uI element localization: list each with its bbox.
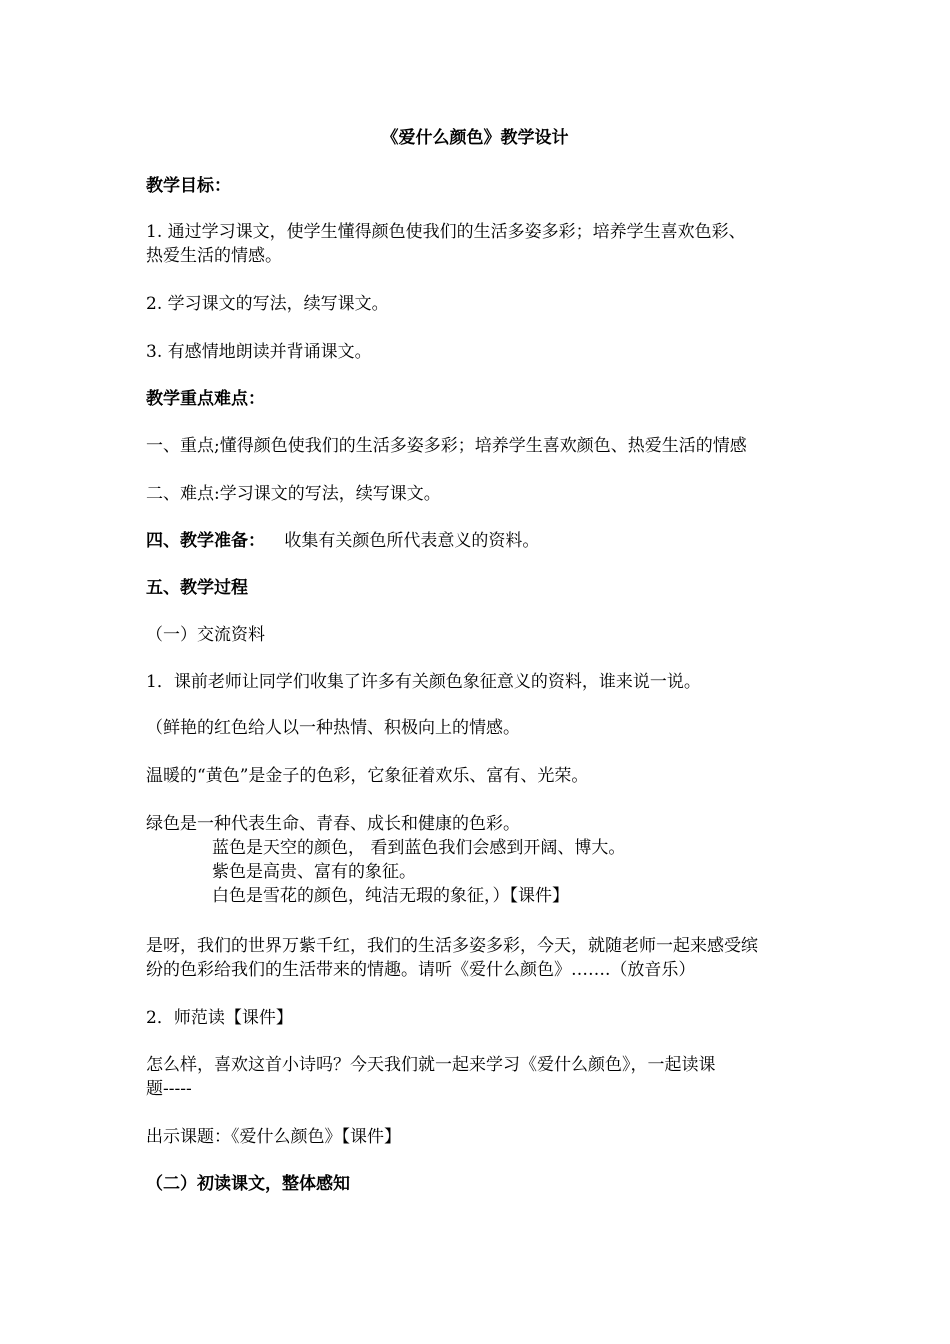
process-heading: 五、教学过程: [146, 578, 248, 598]
paragraph-line: 是呀，我们的世界万紫千红，我们的生活多姿多彩，今天，就随老师一起来感受缤: [146, 936, 758, 956]
key-point-line: 二、难点:学习课文的写法，续写课文。: [146, 484, 441, 504]
document-title: 《爱什么颜色》教学设计: [381, 128, 569, 148]
key-point-line: 一、重点;懂得颜色使我们的生活多姿多彩；培养学生喜欢颜色、热爱生活的情感: [146, 436, 747, 456]
goal-line: 热爱生活的情感。: [146, 246, 282, 266]
question-line: 题-----: [146, 1079, 192, 1099]
key-heading: 教学重点难点：: [146, 389, 265, 409]
goal-line: 3. 有感情地朗读并背诵课文。: [146, 342, 372, 362]
step1-indented-line: 蓝色是天空的颜色， 看到蓝色我们会感到开阔、博大。: [212, 838, 626, 858]
show-title-line: 出示课题：《爱什么颜色》【课件】: [146, 1127, 401, 1147]
question-line: 怎么样，喜欢这首小诗吗？今天我们就一起来学习《爱什么颜色》，一起读课: [146, 1055, 716, 1075]
prep-text: 收集有关颜色所代表意义的资料。: [284, 531, 540, 551]
step1-line: 绿色是一种代表生命、青春、成长和健康的色彩。: [146, 814, 520, 834]
step1-line: （鲜艳的红色给人以一种热情、积极向上的情感。: [146, 718, 520, 738]
step2-heading: （二）初读课文，整体感知: [146, 1174, 350, 1194]
prep-label: 四、教学准备：: [146, 531, 265, 551]
step1-indented-line: 白色是雪花的颜色，纯洁无瑕的象征，）【课件】: [212, 886, 569, 906]
prep-section: [146, 529, 816, 553]
step1-line: 1．课前老师让同学们收集了许多有关颜色象征意义的资料，谁来说一说。: [146, 672, 701, 692]
step1-heading: （一）交流资料: [146, 625, 265, 645]
goal-line: 1. 通过学习课文，使学生懂得颜色使我们的生活多姿多彩；培养学生喜欢色彩、: [146, 222, 746, 242]
read-line: 2．师范读【课件】: [146, 1008, 293, 1028]
paragraph-line: 纷的色彩给我们的生活带来的情趣。请听《爱什么颜色》…….（放音乐）: [146, 960, 696, 980]
goals-heading: 教学目标：: [146, 176, 231, 196]
goal-line: 2. 学习课文的写法，续写课文。: [146, 294, 389, 314]
step1-indented-line: 紫色是高贵、富有的象征。: [212, 862, 416, 882]
step1-line: 温暖的“黄色”是金子的色彩，它象征着欢乐、富有、光荣。: [146, 766, 589, 786]
